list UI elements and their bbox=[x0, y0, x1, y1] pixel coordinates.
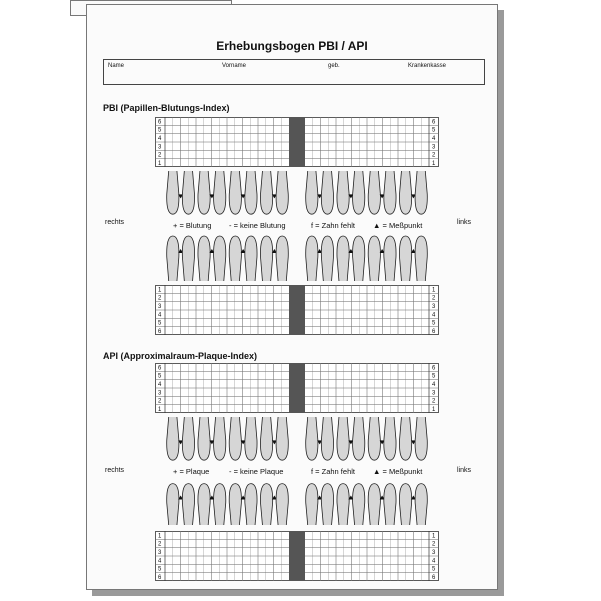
tooth-shape bbox=[245, 417, 257, 460]
geb-field-label: geb. bbox=[328, 63, 340, 69]
tooth-shape bbox=[337, 171, 349, 214]
tooth-shape bbox=[260, 484, 272, 525]
tooth-shape bbox=[198, 417, 210, 460]
tooth-shape bbox=[399, 484, 411, 525]
scale-label-left: 6 bbox=[158, 119, 162, 126]
scale-label-right: 1 bbox=[432, 406, 436, 413]
scale-label-left: 2 bbox=[158, 295, 162, 302]
scale-label-left: 3 bbox=[158, 144, 162, 151]
api-legend-missing: f = Zahn fehlt bbox=[311, 467, 355, 476]
tooth-shape bbox=[229, 236, 241, 281]
tooth-shape bbox=[384, 171, 396, 214]
scale-label-right: 4 bbox=[432, 558, 436, 565]
scale-label-right: 3 bbox=[432, 144, 436, 151]
tooth-shape bbox=[229, 171, 241, 214]
tooth-shape bbox=[384, 236, 396, 281]
tooth-shape bbox=[384, 417, 396, 460]
tooth-shape bbox=[167, 236, 179, 281]
tooth-shape bbox=[399, 236, 411, 281]
pbi-legend-bleeding: + = Blutung bbox=[173, 221, 212, 230]
tooth-shape bbox=[337, 484, 349, 525]
scale-label-left: 5 bbox=[158, 373, 162, 380]
scale-label-left: 4 bbox=[158, 381, 162, 388]
scale-label-right: 2 bbox=[432, 541, 436, 548]
tooth-shape bbox=[182, 417, 194, 460]
name-field-label: Name bbox=[108, 63, 125, 69]
patient-name-box[interactable] bbox=[103, 59, 485, 85]
scale-label-left: 2 bbox=[158, 152, 162, 159]
tooth-shape bbox=[337, 417, 349, 460]
tooth-shape bbox=[368, 417, 380, 460]
tooth-shape bbox=[214, 236, 226, 281]
pbi-legend-measure: ▲ = Meßpunkt bbox=[373, 221, 423, 230]
pbi-section-title: PBI (Papillen-Blutungs-Index) bbox=[103, 103, 230, 113]
tooth-shape bbox=[276, 417, 288, 460]
form-title: Erhebungsbogen PBI / API bbox=[216, 39, 368, 53]
scale-label-right: 3 bbox=[432, 549, 436, 556]
tooth-shape bbox=[415, 171, 427, 214]
tooth-shape bbox=[321, 236, 333, 281]
midline-divider bbox=[289, 117, 305, 167]
tooth-shape bbox=[182, 171, 194, 214]
scale-label-right: 3 bbox=[432, 303, 436, 310]
tooth-shape bbox=[245, 171, 257, 214]
tooth-shape bbox=[214, 417, 226, 460]
tooth-shape bbox=[415, 417, 427, 460]
tooth-shape bbox=[214, 171, 226, 214]
krankenkasse-field-label: Krankenkasse bbox=[408, 63, 447, 69]
pbi-upper-grid[interactable] bbox=[155, 117, 439, 167]
index-grid[interactable] bbox=[155, 117, 439, 167]
api-lower-teeth-diagram bbox=[155, 479, 439, 525]
tooth-shape bbox=[321, 417, 333, 460]
api-lower-grid[interactable] bbox=[155, 531, 439, 581]
tooth-shape bbox=[415, 484, 427, 525]
tooth-shape bbox=[306, 236, 318, 281]
scale-label-left: 3 bbox=[158, 390, 162, 397]
tooth-shape bbox=[306, 484, 318, 525]
tooth-shape bbox=[198, 236, 210, 281]
scale-label-left: 6 bbox=[158, 365, 162, 372]
scale-label-right: 6 bbox=[432, 119, 436, 126]
scale-label-right: 1 bbox=[432, 287, 436, 294]
api-section-title: API (Approximalraum-Plaque-Index) bbox=[103, 351, 258, 361]
api-legend-no-plaque: - = keine Plaque bbox=[229, 467, 284, 476]
scale-label-left: 1 bbox=[158, 160, 162, 167]
form-page bbox=[86, 4, 498, 590]
midline-divider bbox=[289, 531, 305, 581]
pbi-legend-no-bleeding: - = keine Blutung bbox=[229, 221, 286, 230]
tooth-shape bbox=[229, 417, 241, 460]
scale-label-left: 3 bbox=[158, 549, 162, 556]
scale-label-left: 2 bbox=[158, 398, 162, 405]
scale-label-left: 5 bbox=[158, 320, 162, 327]
scale-label-right: 2 bbox=[432, 295, 436, 302]
tooth-shape bbox=[245, 236, 257, 281]
scale-label-left: 6 bbox=[158, 328, 162, 335]
tooth-shape bbox=[260, 236, 272, 281]
pbi-side-left: links bbox=[457, 219, 472, 226]
index-grid[interactable] bbox=[155, 363, 439, 413]
tooth-shape bbox=[229, 484, 241, 525]
api-side-left: links bbox=[457, 467, 472, 474]
tooth-shape bbox=[198, 484, 210, 525]
scale-label-right: 5 bbox=[432, 373, 436, 380]
scale-label-right: 2 bbox=[432, 398, 436, 405]
api-upper-teeth-diagram bbox=[155, 417, 439, 465]
vorname-field-label: Vorname bbox=[222, 63, 247, 69]
pbi-upper-teeth-diagram bbox=[155, 171, 439, 219]
tooth-shape bbox=[337, 236, 349, 281]
midline-divider bbox=[289, 363, 305, 413]
scale-label-right: 3 bbox=[432, 390, 436, 397]
pbi-side-right: rechts bbox=[105, 219, 125, 226]
scale-label-left: 6 bbox=[158, 574, 162, 581]
scale-label-right: 5 bbox=[432, 566, 436, 573]
index-grid[interactable] bbox=[155, 285, 439, 335]
tooth-shape bbox=[276, 171, 288, 214]
scale-label-left: 2 bbox=[158, 541, 162, 548]
scale-label-left: 5 bbox=[158, 127, 162, 134]
scale-label-left: 4 bbox=[158, 135, 162, 142]
pbi-lower-grid[interactable] bbox=[155, 285, 439, 335]
tooth-shape bbox=[167, 484, 179, 525]
api-upper-grid[interactable] bbox=[155, 363, 439, 413]
tooth-shape bbox=[260, 417, 272, 460]
tooth-shape bbox=[198, 171, 210, 214]
tooth-shape bbox=[368, 171, 380, 214]
scale-label-right: 4 bbox=[432, 135, 436, 142]
scale-label-left: 5 bbox=[158, 566, 162, 573]
tooth-shape bbox=[368, 236, 380, 281]
scale-label-right: 5 bbox=[432, 320, 436, 327]
pbi-legend-missing: f = Zahn fehlt bbox=[311, 221, 355, 230]
tooth-shape bbox=[260, 171, 272, 214]
tooth-shape bbox=[353, 417, 365, 460]
tooth-shape bbox=[182, 236, 194, 281]
scale-label-right: 6 bbox=[432, 365, 436, 372]
tooth-shape bbox=[167, 417, 179, 460]
index-grid[interactable] bbox=[155, 531, 439, 581]
tooth-shape bbox=[321, 484, 333, 525]
tooth-shape bbox=[353, 171, 365, 214]
scale-label-right: 5 bbox=[432, 127, 436, 134]
scale-label-left: 4 bbox=[158, 312, 162, 319]
tooth-shape bbox=[306, 417, 318, 460]
tooth-shape bbox=[276, 484, 288, 525]
tooth-shape bbox=[245, 484, 257, 525]
scale-label-right: 1 bbox=[432, 160, 436, 167]
scale-label-left: 4 bbox=[158, 558, 162, 565]
tooth-shape bbox=[182, 484, 194, 525]
tooth-shape bbox=[276, 236, 288, 281]
tooth-shape bbox=[321, 171, 333, 214]
scale-label-right: 4 bbox=[432, 312, 436, 319]
tooth-shape bbox=[214, 484, 226, 525]
scale-label-right: 1 bbox=[432, 533, 436, 540]
api-legend-plaque: + = Plaque bbox=[173, 467, 210, 476]
scale-label-left: 1 bbox=[158, 533, 162, 540]
scale-label-left: 1 bbox=[158, 406, 162, 413]
tooth-shape bbox=[167, 171, 179, 214]
tooth-shape bbox=[399, 417, 411, 460]
tooth-shape bbox=[353, 484, 365, 525]
tooth-shape bbox=[353, 236, 365, 281]
scale-label-right: 2 bbox=[432, 152, 436, 159]
tooth-shape bbox=[306, 171, 318, 214]
scale-label-left: 3 bbox=[158, 303, 162, 310]
scale-label-right: 4 bbox=[432, 381, 436, 388]
tooth-shape bbox=[415, 236, 427, 281]
api-side-right: rechts bbox=[105, 467, 125, 474]
scale-label-left: 1 bbox=[158, 287, 162, 294]
scale-label-right: 6 bbox=[432, 574, 436, 581]
tooth-shape bbox=[368, 484, 380, 525]
midline-divider bbox=[289, 285, 305, 335]
tooth-shape bbox=[384, 484, 396, 525]
tooth-shape bbox=[399, 171, 411, 214]
scale-label-right: 6 bbox=[432, 328, 436, 335]
api-legend-measure: ▲ = Meßpunkt bbox=[373, 467, 423, 476]
pbi-lower-teeth-diagram bbox=[155, 231, 439, 281]
